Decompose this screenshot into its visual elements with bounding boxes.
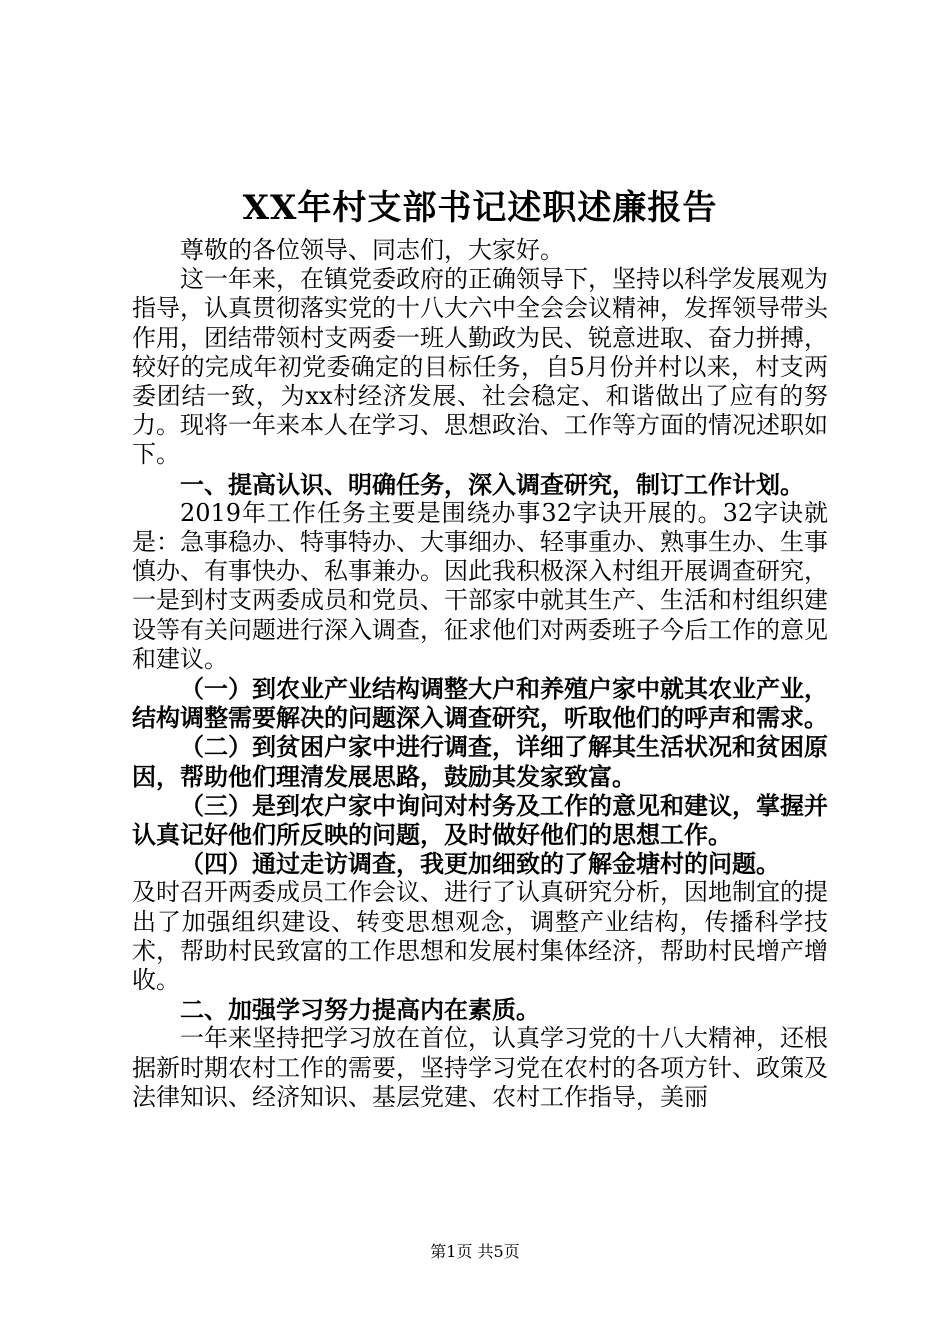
section-heading: （二）到贫困户家中进行调查，详细了解其生活状况和贫困原因，帮助他们理清发展思路，鼓励其发家致富。 bbox=[132, 732, 828, 791]
page-footer: 第1页 共5页 bbox=[430, 1242, 520, 1261]
document-title: XX年村支部书记述职述廉报告 bbox=[242, 188, 718, 228]
document-page bbox=[132, 182, 828, 1112]
section-heading: 一、提高认识、明确任务，深入调查研究，制订工作计划。 bbox=[180, 469, 804, 499]
body-paragraph: 及时召开两委成员工作会议、进行了认真研究分析，因地制宜的提出了加强组织建设、转变思想观念，调整产业结构，传播科学技术，帮助村民致富的工作思想和发展村集体经济，帮助村民增产增收。 bbox=[132, 878, 828, 995]
document-body bbox=[132, 236, 828, 1112]
body-paragraph: 2019年工作任务主要是围绕办事32字诀开展的。32字诀就是：急事稳办、特事特办、大事细办、轻事重办、熟事生办、生事慎办、有事快办、私事兼办。因此我积极深入村组开展调查研究，一是到村支两委成员和党员、干部家中就其生产、生活和村组织建设等有关问题进行深入调查，征求他们对两委班子今后工作的意见和建议。 bbox=[132, 498, 828, 673]
body-paragraph: 一年来坚持把学习放在首位，认真学习党的十八大精神，还根据新时期农村工作的需要，坚持学习党在农村的各项方针、政策及法律知识、经济知识、基层党建、农村工作指导，美丽 bbox=[132, 1024, 828, 1111]
section-heading: （一）到农业产业结构调整大户和养殖户家中就其农业产业，结构调整需要解决的问题深入调查研究，听取他们的呼声和需求。 bbox=[132, 674, 828, 733]
section-heading: （三）是到农户家中询问对村务及工作的意见和建议，掌握并认真记好他们所反映的问题，及时做好他们的思想工作。 bbox=[132, 790, 828, 850]
body-paragraph: 尊敬的各位领导、同志们，大家好。 bbox=[180, 236, 564, 264]
body-paragraph: 这一年来，在镇党委政府的正确领导下，坚持以科学发展观为指导，认真贯彻落实党的十八大六中全会会议精神，发挥领导带头作用，团结带领村支两委一班人勤政为民、锐意进取、奋力拼搏，较好的完成年初党委确定的目标任务，自5月份并村以来，村支两委团结一致，为xx村经济发展、社会稳定、和谐做出了应有的努力。现将一年来本人在学习、思想政治、工作等方面的情况述职如下。 bbox=[132, 265, 828, 469]
section-heading: （四）通过走访调查，我更加细致的了解金塘村的问题。 bbox=[180, 849, 780, 879]
section-heading: 二、加强学习努力提高内在素质。 bbox=[180, 995, 540, 1025]
